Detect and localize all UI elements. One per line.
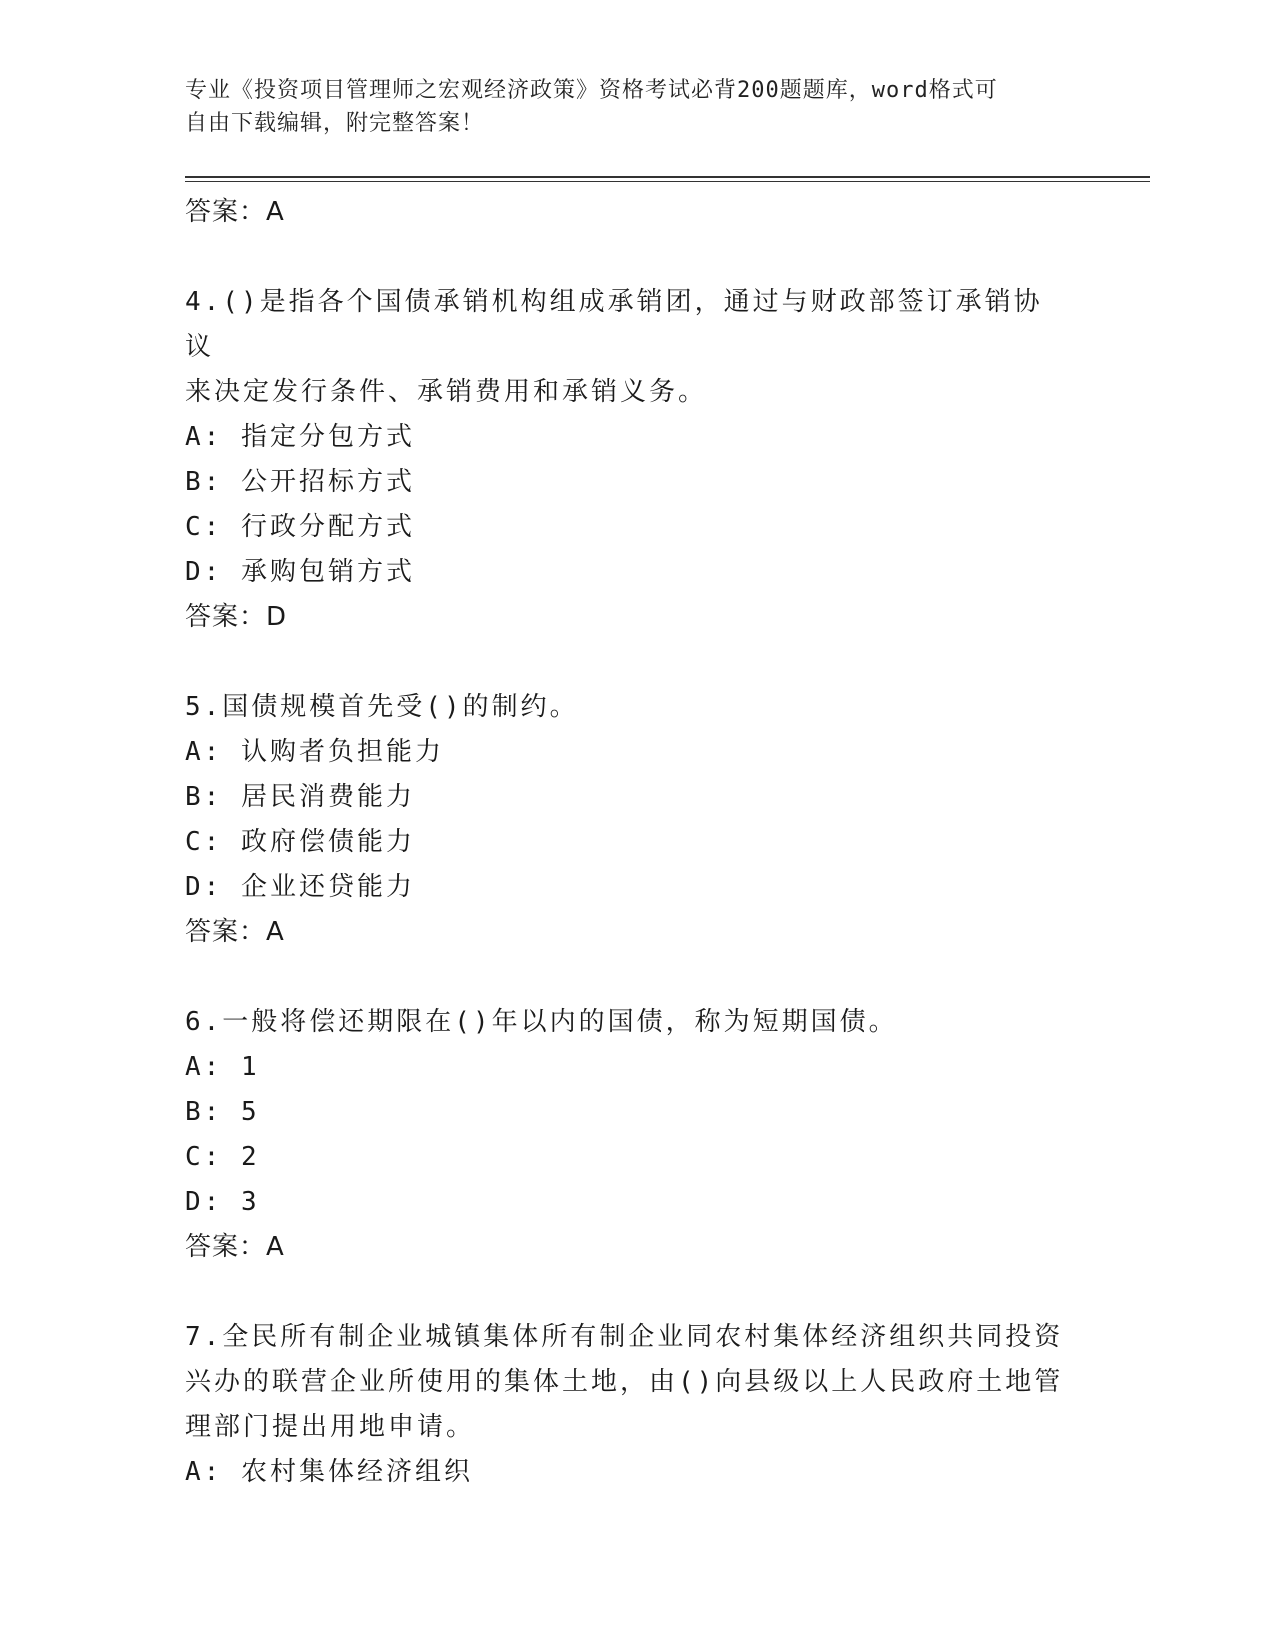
option-c: C: 政府偿债能力: [185, 827, 415, 857]
question-text: [185, 1000, 1065, 1045]
option-a: A: 农村集体经济组织: [185, 1457, 473, 1487]
header-line-2: 自由下载编辑，附完整答案！: [185, 111, 485, 136]
page-header: [185, 74, 1065, 140]
spacer: [185, 235, 1065, 280]
option-b: B: 5: [185, 1097, 260, 1127]
question-line: 4.()是指各个国债承销机构组成承销团，通过与财政部签订承销协议: [185, 287, 1043, 362]
option-d: D: 承购包销方式: [185, 557, 415, 587]
question-line: 5.国债规模首先受()的制约。: [185, 692, 579, 722]
header-line-1: 专业《投资项目管理师之宏观经济政策》资格考试必背200题题库，word格式可: [185, 78, 998, 103]
spacer: [185, 955, 1065, 1000]
option-c: C: 行政分配方式: [185, 512, 415, 542]
question-line: 6.一般将偿还期限在()年以内的国债，称为短期国债。: [185, 1007, 898, 1037]
answer-line: 答案：A: [185, 917, 285, 947]
question-block: [185, 1000, 1065, 1270]
option-b: B: 居民消费能力: [185, 782, 415, 812]
header-divider: [185, 176, 1150, 182]
question-line: 7.全民所有制企业城镇集体所有制企业同农村集体经济组织共同投资: [185, 1322, 1064, 1352]
question-block: [185, 685, 1065, 955]
question-line: 理部门提出用地申请。: [185, 1412, 476, 1442]
question-block: [185, 1315, 1065, 1495]
spacer: [185, 1270, 1065, 1315]
answer-line: 答案：A: [185, 197, 285, 227]
question-text: [185, 685, 1065, 730]
option-a: A: 认购者负担能力: [185, 737, 444, 767]
question-line: 来决定发行条件、承销费用和承销义务。: [185, 377, 708, 407]
option-c: C: 2: [185, 1142, 260, 1172]
option-d: D: 企业还贷能力: [185, 872, 415, 902]
question-block: [185, 280, 1065, 640]
question-text: [185, 280, 1065, 415]
spacer: [185, 640, 1065, 685]
answer-line: 答案：D: [185, 602, 288, 632]
option-a: A: 指定分包方式: [185, 422, 415, 452]
option-b: B: 公开招标方式: [185, 467, 415, 497]
question-line: 兴办的联营企业所使用的集体土地，由()向县级以上人民政府土地管: [185, 1367, 1064, 1397]
option-a: A: 1: [185, 1052, 260, 1082]
question-list: [185, 190, 1065, 1495]
answer-line: 答案：A: [185, 1232, 285, 1262]
option-d: D: 3: [185, 1187, 260, 1217]
question-text: [185, 1315, 1065, 1450]
